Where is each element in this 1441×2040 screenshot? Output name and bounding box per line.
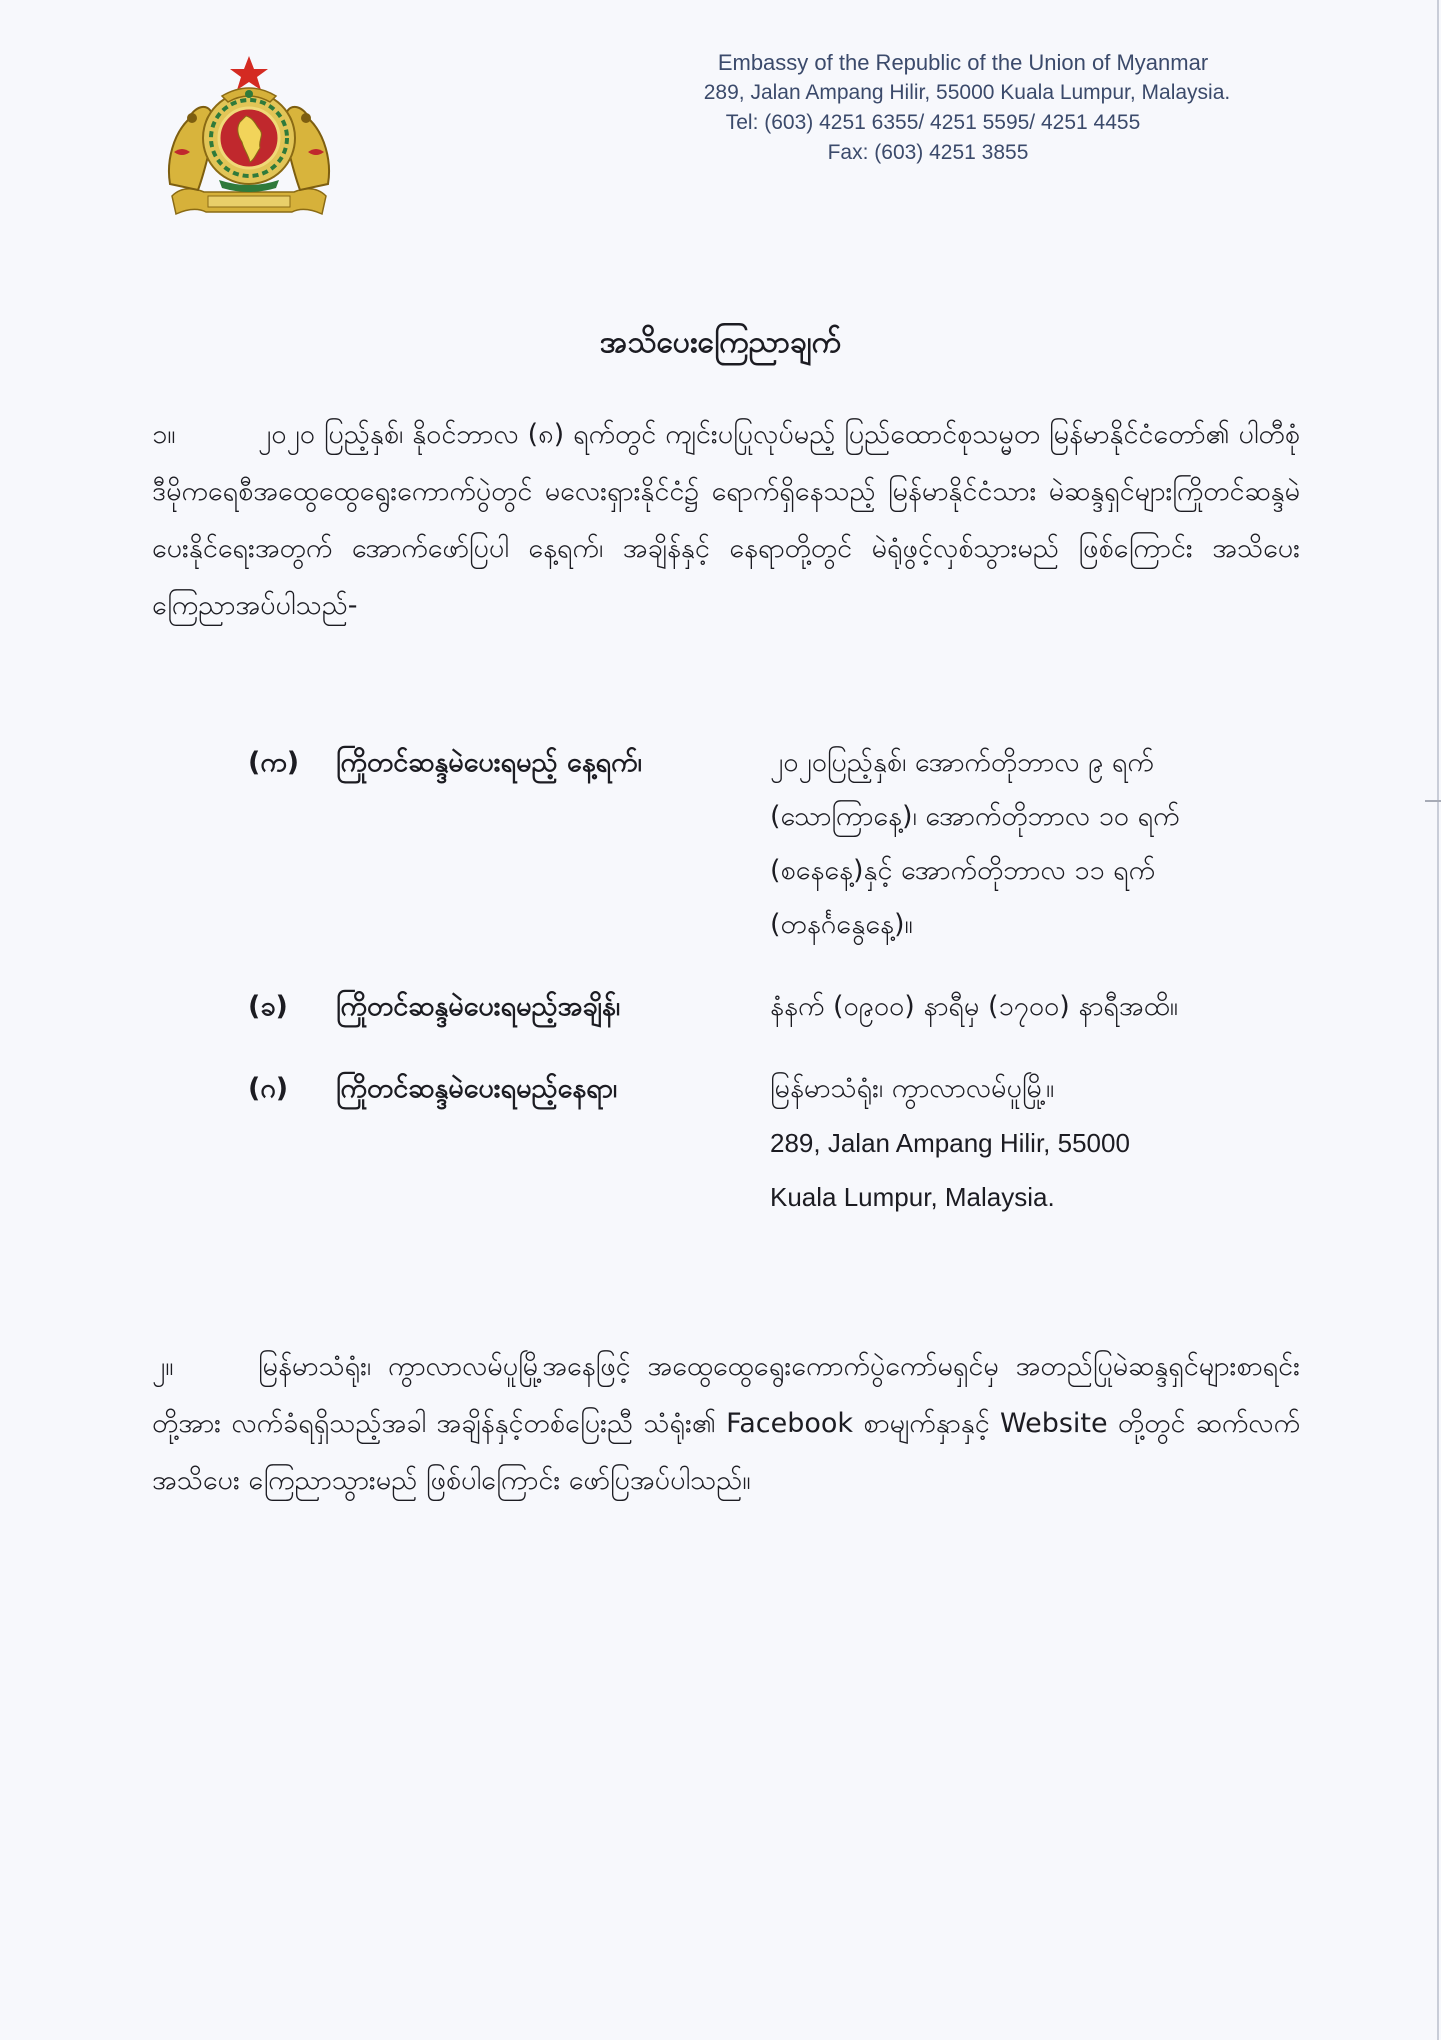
detail-value-line: နံနက် (၀၉၀၀) နာရီမှ (၁၇၀၀) နာရီအထိ။ xyxy=(770,991,1178,1022)
detail-value-line: ၂၀၂၀ပြည့်နှစ်၊ အောက်တိုဘာလ ၉ ရက် xyxy=(770,747,1154,778)
detail-label-column xyxy=(248,736,770,790)
paragraph-2-text: မြန်မာသံရုံး၊ ကွာလာလမ်ပူမြို့အနေဖြင့် အထွေထွေရွေးကောက်ပွဲကော်မရှင်မှ အတည်ပြုမဲဆန္ဒရှင်များစာရင်းတို့အား လက်ခံရရှိသည့်အခါ အချိန်နှင့်တစ်ပြေးညီ သံရုံး၏ Facebook စာမျက်နှာနှင့် Website တို့တွင် ဆက်လက်အသိပေး ကြေညာသွားမည် ဖြစ်ပါကြောင်း ဖော်ပြအပ်ပါသည်။ xyxy=(152,1351,1300,1496)
announcement-title: အသိပေးကြေညာချက် xyxy=(599,325,842,360)
detail-value-line: (တနင်္ဂနွေနေ့)။ xyxy=(770,909,913,940)
detail-label: ကြိုတင်ဆန္ဒမဲပေးရမည့်အချိန်၊ xyxy=(336,991,621,1022)
detail-label-column xyxy=(248,1062,770,1116)
detail-value xyxy=(770,736,1270,952)
paragraph-1-number: ၁။ xyxy=(152,419,176,450)
detail-label-column xyxy=(248,980,770,1034)
detail-label: ကြိုတင်ဆန္ဒမဲပေးရမည့် နေ့ရက်၊ xyxy=(336,747,642,778)
paragraph-1-text: ၂၀၂၀ ပြည့်နှစ်၊ နိုဝင်ဘာလ (၈) ရက်တွင် ကျင်းပပြုလုပ်မည့် ပြည်ထောင်စုသမ္မတ မြန်မာနိုင်ငံတော်၏ ပါတီစုံဒီမိုကရေစီအထွေထွေရွေးကောက်ပွဲတွင် မလေးရှားနိုင်ငံ၌ ရောက်ရှိနေသည့် မြန်မာနိုင်ငံသား မဲဆန္ဒရှင်များကြိုတင်ဆန္ဒမဲပေးနိုင်ရေးအတွက် အောက်ဖော်ပြပါ နေ့ရက်၊ အချိန်နှင့် နေရာတို့တွင် မဲရုံဖွင့်လှစ်သွားမည် ဖြစ်ကြောင်း အသိပေး ကြေညာအပ်ပါသည်- xyxy=(152,419,1300,621)
detail-row-time xyxy=(248,980,1308,1034)
detail-marker: (ဂ) xyxy=(248,1073,289,1104)
detail-value-line: 289, Jalan Ampang Hilir, 55000 xyxy=(770,1128,1130,1158)
detail-value-line: (စနေနေ့)နှင့် အောက်တိုဘာလ ၁၁ ရက် xyxy=(770,855,1156,886)
embassy-telephone: Tel: (603) 4251 6355/ 4251 5595/ 4251 4455 xyxy=(725,111,1141,134)
detail-value-line: မြန်မာသံရုံး၊ ကွာလာလမ်ပူမြို့။ xyxy=(770,1073,1055,1104)
detail-row-place xyxy=(248,1062,1308,1224)
paragraph-2-number: ၂။ xyxy=(152,1351,174,1382)
detail-marker: (က) xyxy=(248,747,300,778)
detail-label: ကြိုတင်ဆန္ဒမဲပေးရမည့်နေရာ၊ xyxy=(336,1073,618,1104)
embassy-letterhead xyxy=(653,48,1273,168)
detail-marker: (ခ) xyxy=(248,991,288,1022)
page-edge-line xyxy=(1437,0,1439,2040)
page-edge-tick xyxy=(1425,800,1441,802)
embassy-name: Embassy of the Republic of the Union of Myanmar xyxy=(717,50,1209,75)
state-seal-icon xyxy=(164,56,334,221)
detail-value xyxy=(770,980,1270,1034)
detail-value xyxy=(770,1062,1270,1224)
detail-value-line: (သောကြာနေ့)၊ အောက်တိုဘာလ ၁၀ ရက် xyxy=(770,801,1180,832)
voting-details xyxy=(248,736,1308,1260)
detail-value-line: Kuala Lumpur, Malaysia. xyxy=(770,1182,1055,1212)
paragraph-2 xyxy=(152,1338,1300,1509)
embassy-fax: Fax: (603) 4251 3855 xyxy=(827,141,1029,164)
paragraph-1 xyxy=(152,406,1300,634)
detail-row-date xyxy=(248,736,1308,952)
embassy-address: 289, Jalan Ampang Hilir, 55000 Kuala Lumpur, Malaysia. xyxy=(703,81,1231,104)
